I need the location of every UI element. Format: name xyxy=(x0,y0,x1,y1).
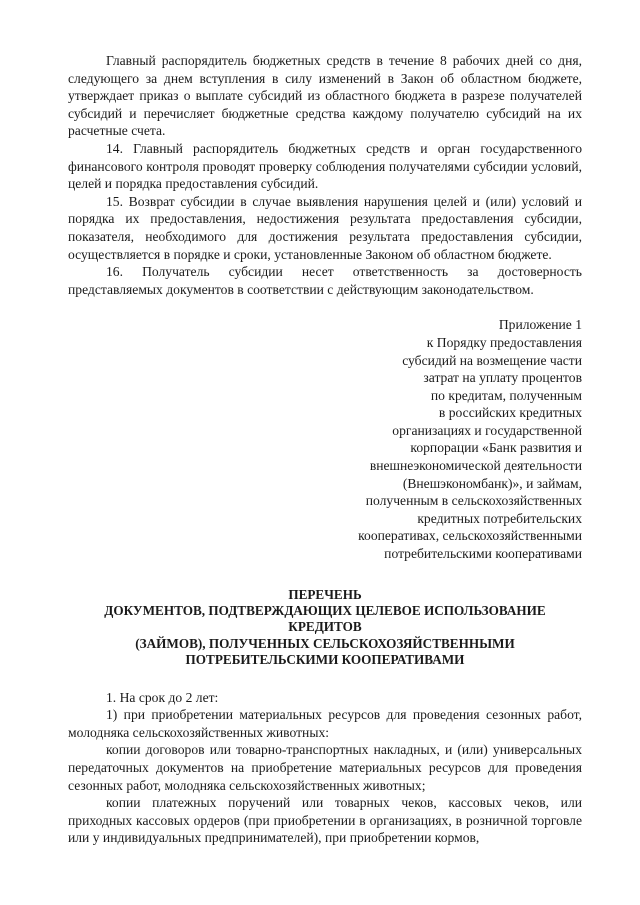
title-line-1: ПЕРЕЧЕНЬ xyxy=(288,586,362,602)
documents-list xyxy=(68,689,582,847)
paragraph-14: 14. Главный распорядитель бюджетных средств и орган государственного финансового контроля проводят проверку соблюдения получателями субсидии условий, целей и порядка предоставления субсидий. xyxy=(68,140,582,192)
paragraph-subsidy-payment: Главный распорядитель бюджетных средств в течение 8 рабочих дней со дня, следующего за днем вступления в силу изменений в Закон об областном бюджете, утверждает приказ о выплате субсидий из областного бюджета в разрезе получателей субсидий и перечисляет бюджетные средства каждому получателю субсидий на их расчетные счета. xyxy=(68,53,582,139)
document-title xyxy=(68,587,582,669)
appendix-line: (Внешэкономбанк)», и займам, xyxy=(402,475,582,491)
appendix-line: кредитных потребительских xyxy=(417,510,582,526)
appendix-line: внешнеэкономической деятельности xyxy=(369,458,582,474)
appendix-line: субсидий на возмещение части xyxy=(402,352,582,368)
list-item-1: 1) при приобретении материальных ресурсов для проведения сезонных работ, молодняка сельскохозяйственных животных: xyxy=(68,707,582,740)
list-item-term: 1. На срок до 2 лет: xyxy=(106,689,219,705)
paragraph-16: 16. Получатель субсидии несет ответственность за достоверность представляемых документов в соответствии с действующим законодательством. xyxy=(68,264,582,297)
appendix-line: затрат на уплату процентов xyxy=(423,370,582,386)
appendix-header xyxy=(330,316,582,562)
appendix-line: в российских кредитных xyxy=(438,405,582,421)
appendix-line: потребительскими кооперативами xyxy=(384,546,582,562)
title-line-4: ПОТРЕБИТЕЛЬСКИМИ КООПЕРАТИВАМИ xyxy=(185,652,465,668)
appendix-line: организациях и государственной xyxy=(392,422,582,438)
paragraph-15: 15. Возврат субсидии в случае выявления нарушения целей и (или) условий и порядка их предоставления, недостижения результата предоставления субсидии, показателя, необходимого для достижения результата предоставления субсидии, осуществляется в порядке и сроки, установленные Законом об областном бюджете. xyxy=(68,193,582,262)
appendix-line: по кредитам, полученным xyxy=(430,387,582,403)
appendix-line: к Порядку предоставления xyxy=(426,334,582,350)
title-line-2: ДОКУМЕНТОВ, ПОДТВЕРЖДАЮЩИХ ЦЕЛЕВОЕ ИСПОЛЬЗОВАНИЕ КРЕДИТОВ xyxy=(104,603,546,635)
list-item-payments: копии платежных поручений или товарных чеков, кассовых чеков, или приходных кассовых ордеров (при приобретении в организациях, в розничной торговле или у индивидуальных предпринимателей), при приобретении кормов, xyxy=(68,795,582,846)
title-line-3: (ЗАЙМОВ), ПОЛУЧЕННЫХ СЕЛЬСКОХОЗЯЙСТВЕННЫМИ xyxy=(135,635,515,651)
appendix-line: корпорации «Банк развития и xyxy=(410,440,582,456)
appendix-line: кооперативах, сельскохозяйственными xyxy=(358,528,582,544)
list-item-contracts: копии договоров или товарно-транспортных накладных, и (или) универсальных передаточных документов на приобретение материальных ресурсов для проведения сезонных работ, молодняка сельскохозяйственных животных; xyxy=(68,742,582,793)
appendix-line: полученным в сельскохозяйственных xyxy=(365,493,582,509)
appendix-line: Приложение 1 xyxy=(498,317,582,333)
document-page xyxy=(68,52,582,847)
paragraphs-section xyxy=(68,52,582,298)
